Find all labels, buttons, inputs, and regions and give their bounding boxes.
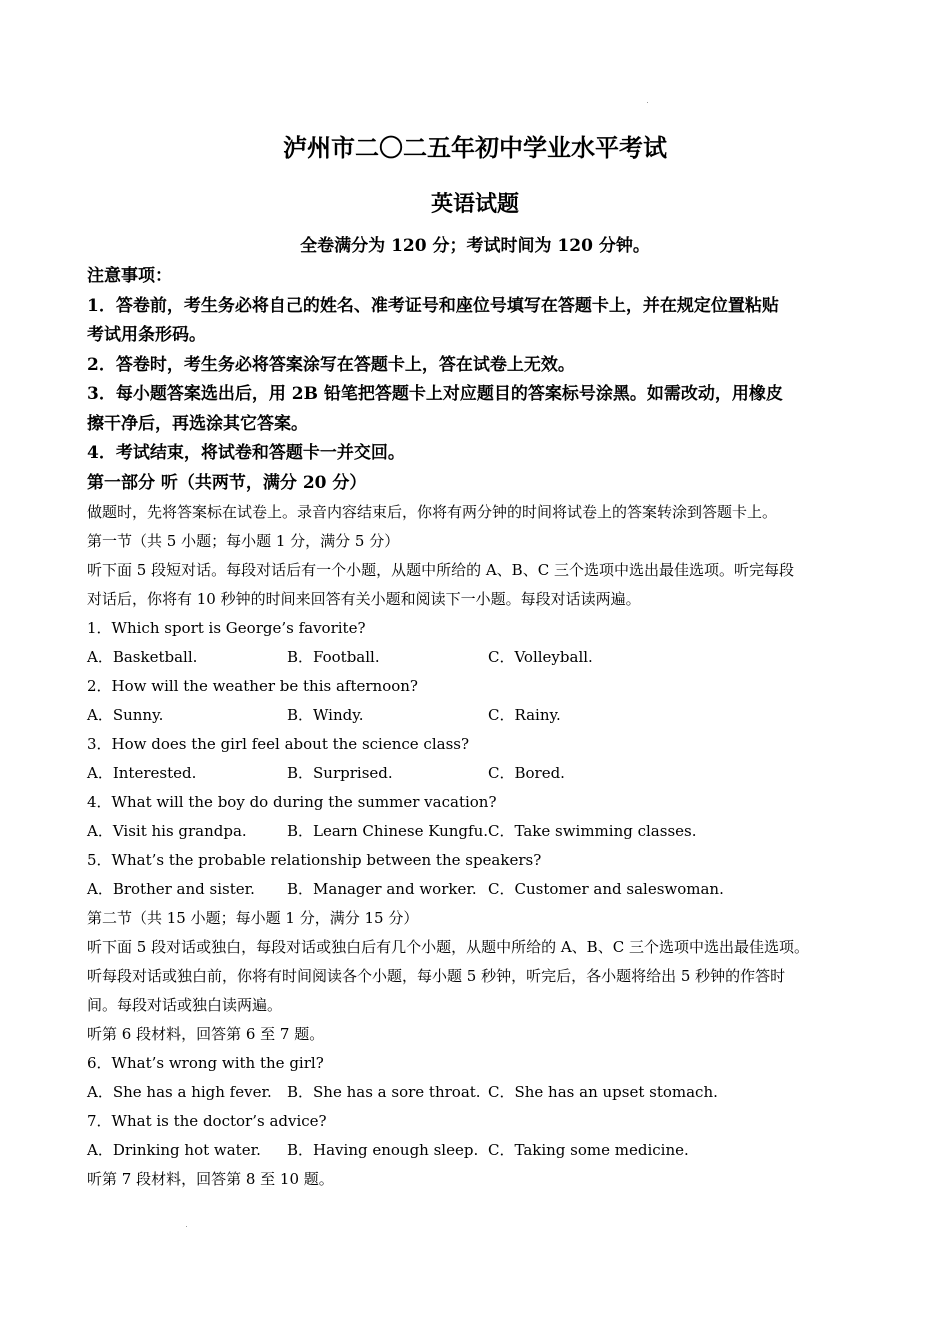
option-c: C．She has an upset stomach. [488,1083,718,1101]
option-b: B．Surprised. [287,764,393,782]
option-c: C．Take swimming classes. [488,822,697,840]
option-a: A．Sunny. [87,706,164,724]
option-b: B．Manager and worker. [287,880,477,898]
scan-speck [647,102,648,103]
question-options [87,643,887,672]
option-c: C．Taking some medicine. [488,1141,689,1159]
question-stem: 1．Which sport is George’s favorite? [87,619,366,637]
section1-heading: 第一节（共 5 小题；每小题 1 分，满分 5 分） [87,532,400,550]
section1-instruction: 对话后，你将有 10 秒钟的时间来回答有关小题和阅读下一小题。每段对话读两遍。 [87,590,641,608]
section2-heading: 第二节（共 15 小题；每小题 1 分，满分 15 分） [87,909,419,927]
option-b: B．Having enough sleep. [287,1141,479,1159]
option-a: A．Interested. [87,764,197,782]
notice-item: 2．答卷时，考生务必将答案涂写在答题卡上，答在试卷上无效。 [87,354,575,375]
option-a: A．Brother and sister. [87,880,255,898]
material-7-note: 听第 7 段材料，回答第 8 至 10 题。 [87,1170,334,1188]
option-c: C．Rainy. [488,706,561,724]
option-c: C．Volleyball. [488,648,593,666]
notice-item: 1．答卷前，考生务必将自己的姓名、准考证号和座位号填写在答题卡上，并在规定位置粘贴 [87,295,779,316]
section2-instruction: 间。每段对话或独白读两遍。 [87,996,283,1014]
question-options [87,759,887,788]
exam-score-time: 全卷满分为 120 分；考试时间为 120 分钟。 [300,236,650,256]
notice-item: 3．每小题答案选出后，用 2B 铅笔把答题卡上对应题目的答案标号涂黑。如需改动，用橡皮 [87,384,783,404]
section2-instruction: 听下面 5 段对话或独白，每段对话或独白后有几个小题，从题中所给的 A、B、C 三个选项中选出最佳选项。 [87,938,809,956]
question-options [87,1078,887,1107]
question-stem: 4．What will the boy do during the summer vacation? [87,793,497,811]
part1-intro: 做题时，先将答案标在试卷上。录音内容结束后，你将有两分钟的时间将试卷上的答案转涂到答题卡上。 [87,503,778,521]
exam-title: 泸州市二〇二五年初中学业水平考试 [283,133,667,162]
material-6-note: 听第 6 段材料，回答第 6 至 7 题。 [87,1025,325,1043]
option-b: B．Football. [287,648,380,666]
question-options [87,701,887,730]
notice-item: 擦干净后，再选涂其它答案。 [87,413,308,434]
notice-item: 4．考试结束，将试卷和答题卡一并交回。 [87,443,405,463]
notice-item: 考试用条形码。 [87,325,206,345]
option-c: C．Customer and saleswoman. [488,880,724,898]
question-options [87,875,887,904]
question-options [87,817,887,846]
question-stem: 6．What’s wrong with the girl? [87,1054,324,1072]
exam-subject: 英语试题 [430,191,519,217]
scan-speck [186,1226,187,1227]
option-a: A．Drinking hot water. [87,1141,261,1159]
section1-instruction: 听下面 5 段短对话。每段对话后有一个小题，从题中所给的 A、B、C 三个选项中选出最佳选项。听完每段 [87,561,794,579]
part1-heading: 第一部分 听（共两节，满分 20 分） [87,472,367,493]
question-stem: 2．How will the weather be this afternoon? [87,677,418,695]
question-stem: 3．How does the girl feel about the science class? [87,735,470,753]
option-a: A．Basketball. [87,648,198,666]
option-a: A．She has a high fever. [87,1083,272,1101]
section2-instruction: 听每段对话或独白前，你将有时间阅读各个小题，每小题 5 秒钟，听完后，各小题将给出 5 秒钟的作答时 [87,967,786,985]
option-b: B．She has a sore throat. [287,1083,481,1101]
question-stem: 5．What’s the probable relationship between the speakers? [87,851,542,869]
option-c: C．Bored. [488,764,565,782]
notice-heading: 注意事项： [87,266,172,286]
question-stem: 7．What is the doctor’s advice? [87,1112,327,1130]
option-b: B．Windy. [287,706,364,724]
option-b: B．Learn Chinese Kungfu. [287,822,488,840]
exam-content [87,262,887,1194]
option-a: A．Visit his grandpa. [87,822,247,840]
question-options [87,1136,887,1165]
